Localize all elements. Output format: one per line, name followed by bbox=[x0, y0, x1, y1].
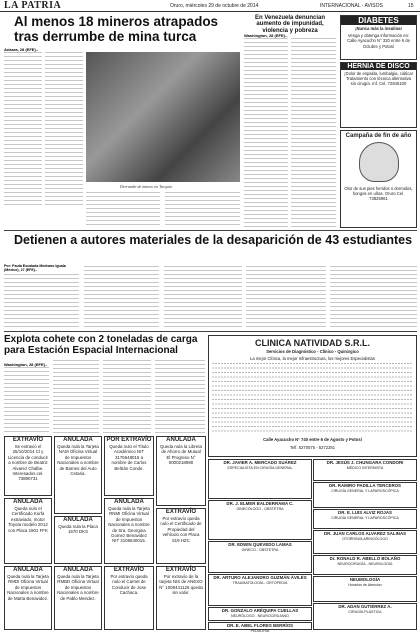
section-name: INTERNACIONAL - AVISOS bbox=[320, 3, 383, 9]
diabetes-ad bbox=[340, 15, 417, 60]
doctor-specialty: OTORRINOLARINGÓLOGO bbox=[342, 537, 388, 541]
doctor-card bbox=[313, 603, 417, 630]
clinic-phones: Telf. 5270575 - 5272281 bbox=[289, 444, 336, 450]
campaign-title: Campaña de fin de año bbox=[345, 133, 412, 139]
classified-title: EXTRAVÍO bbox=[165, 567, 197, 573]
classified-body: Se extravió el 25/10/2014 Cl y Licencia de conducir a nombre de Beatriz Alvarez Chalbe. Interesados cel. 73890731 bbox=[7, 444, 49, 482]
doctor-specialty: CIRUGÍA PLÁSTICA bbox=[348, 610, 382, 614]
classified-body: Por extravío queda nulo el Carnet de Conducir de Jose Cachaca. bbox=[110, 574, 148, 596]
classified-body: Queda nula la Libreta de Ahorro de Mutual El Progreso N° 0000218980 bbox=[160, 444, 202, 466]
campaign-body: Olor de sus pies heridos o dormidos, hongos en uñas. Oruro Cel. 73825961 bbox=[344, 186, 413, 202]
doctor-card bbox=[208, 607, 312, 621]
story3-col2 bbox=[84, 266, 159, 328]
classified-ad bbox=[4, 498, 52, 564]
doctor-name: DR. ARTURO ALEJANDRO GUZMÁN ÁVILÉS bbox=[213, 575, 307, 580]
classified-ad bbox=[104, 498, 154, 564]
story4-col2 bbox=[53, 360, 99, 433]
classified-title: ANULADA bbox=[63, 437, 93, 443]
doctor-specialty: CIRUGÍA GENERAL Y LAPAROSCÓPICA bbox=[331, 516, 399, 520]
doctor-name: DR. RAMIRO PADILLA TERCEROS bbox=[329, 483, 401, 488]
story1-photo bbox=[86, 52, 240, 182]
classified-title: ANULADA bbox=[13, 499, 43, 505]
classified-title: EXTRAVÍO bbox=[113, 567, 145, 573]
doctor-specialty: NEUROCIRUGÍA - NEUROLOGÍA bbox=[337, 562, 393, 566]
doctor-card bbox=[313, 576, 417, 602]
story3-col4 bbox=[246, 266, 326, 328]
diabetes-body: Venga y obtenga información en: Calle Ayacucho N° 320 entre 6 de Octubre y Potosí bbox=[347, 33, 410, 49]
diabetes-subtitle: ¡Nunca más la insulina! bbox=[355, 26, 402, 31]
classified-title: ANULADA bbox=[114, 499, 144, 505]
story3-headline: Detienen a autores materiales de la desaparición de 43 estudiantes bbox=[14, 233, 413, 247]
doctor-card bbox=[208, 622, 312, 633]
classified-body: Por extravío queda nulo el Certificado de Propiedad del vehículo con Placa 619 HZC bbox=[160, 516, 202, 543]
classified-ad bbox=[54, 516, 102, 564]
story4-col4 bbox=[155, 360, 205, 433]
doctor-name: DR. J. ELMER BALDERRAMA C. bbox=[226, 501, 294, 506]
story4-col1 bbox=[4, 367, 49, 433]
hernia-ad bbox=[340, 62, 417, 128]
classified-body: Queda nulo el Certificado Kurfa extraviado, motor Toyota modelo 2012 con Placa 1901 FFK bbox=[8, 506, 48, 533]
clinic-address: Calle Ayacucho N° 740 entre 6 de Agosto y Potosí bbox=[263, 437, 362, 443]
classified-body: Queda nula la Tarjeta RMBD Oficina Virtual de Impuestos Nacionales a nombre de Pablo Mendez. bbox=[57, 574, 99, 601]
classified-ad bbox=[156, 508, 206, 564]
classified-body: Por extravío de la tarjeta NIS de ANEXO N° 1008441126 queda sin valor. bbox=[159, 574, 203, 596]
masthead bbox=[0, 0, 420, 12]
doctor-card bbox=[313, 482, 417, 508]
classified-ad bbox=[104, 436, 154, 496]
doctor-specialty: GINECÓLOGO - OBSTETRA bbox=[236, 507, 284, 511]
issue-date: Oruro, miércoles 29 de octubre de 2014 bbox=[170, 3, 259, 9]
doctor-name: DR. JESÚS J. CHUNGARA CONDORI bbox=[326, 460, 404, 465]
doctor-name: DR. JUAN CARLOS ALVAREZ SALINAS bbox=[323, 531, 407, 536]
doctor-specialty: PEDIATRÍA bbox=[250, 629, 270, 633]
campaign-ad bbox=[340, 130, 417, 228]
story1-col2 bbox=[45, 52, 83, 206]
classified-ad bbox=[156, 566, 206, 630]
clinic-title: CLINICA NATIVIDAD S.R.L. bbox=[255, 338, 370, 348]
doctor-specialty: Horarios de Atención bbox=[348, 583, 382, 587]
story1-col1 bbox=[4, 52, 42, 206]
classified-title: ANULADA bbox=[63, 517, 93, 523]
hernia-body: ¡Dolor de espalda, lumbalgia, ciática! Tratamiento con técnica alternativa sin cirugía. Inf. Cel. 72845100 bbox=[344, 71, 413, 87]
story3-col1 bbox=[4, 274, 79, 328]
hernia-title: HERNIA DE DISCO bbox=[341, 63, 416, 70]
classified-title: EXTRAVÍO bbox=[12, 437, 44, 443]
doctor-specialty: TRAUMATOLOGÍA - ORTOPEDIA bbox=[232, 581, 288, 585]
classified-body: Queda nulo el Título Académico NIT 3176648015 a nombre de Carlos Beltrán Conde. bbox=[109, 444, 149, 471]
divider bbox=[4, 230, 417, 231]
classified-body: Queda nula la Tarjeta RNMI Oficina Virtual de Impuestos Nacionales a nombre de Sra. Georgina Gomez Benavidez NIT 3106640015. bbox=[108, 506, 150, 544]
classified-title: ANULADA bbox=[63, 567, 93, 573]
clinic-subtitle: Servicios de Diagnóstico - Clínico - Quirúrgico bbox=[266, 349, 359, 354]
classified-ad bbox=[4, 566, 52, 630]
clinic-tagline: La mejor Clínica, la mejor Infraestructura, los mejores Especialistas bbox=[250, 356, 375, 362]
doctor-card bbox=[313, 459, 417, 481]
classified-ad bbox=[54, 566, 102, 630]
classified-title: ANULADA bbox=[166, 437, 196, 443]
classified-ad bbox=[104, 566, 154, 630]
classified-body: Queda nula la Placa 1570 DKS bbox=[58, 524, 98, 535]
doctor-name: DR. GONZALO ARÉQUIPA CUELLAS bbox=[221, 608, 299, 613]
doctor-name: DR. E. LUIS ALVIZ ROJAS bbox=[338, 510, 392, 515]
doctor-name: Dr. RONALD R. ABELLO BOLAÑO bbox=[329, 556, 401, 561]
divider bbox=[4, 331, 417, 332]
story3-dateline: Por: Paula Escalada Medrano Iguala (México), 27 (EFE).- bbox=[4, 264, 66, 272]
story1-col3 bbox=[86, 192, 160, 228]
doctor-card bbox=[208, 500, 312, 540]
story4-col3 bbox=[103, 360, 151, 433]
doctor-specialty: MÉDICO INTERNISTA bbox=[346, 466, 384, 470]
doctor-card bbox=[313, 555, 417, 575]
story1-col4 bbox=[165, 192, 240, 228]
story4-headline: Explota cohete con 2 toneladas de carga para Estación Espacial Internacional bbox=[4, 334, 198, 356]
foot-icon bbox=[359, 142, 399, 182]
doctor-name: NEUMOLOGÍA bbox=[349, 577, 381, 582]
classified-title: POR EXTRAVÍO bbox=[106, 437, 152, 443]
classified-body: Queda nula la Tarjeta NAM Oficina Virtual de Impuestos Nacionales a nombre de Barnes del Auto Cetaria. bbox=[57, 444, 99, 477]
story3-col3 bbox=[164, 266, 242, 328]
doctor-specialty: NEURÓLOGO - NEUROCIRUJANO bbox=[231, 614, 289, 618]
doctor-card bbox=[313, 530, 417, 554]
page-number: 15 bbox=[408, 3, 414, 9]
doctor-card bbox=[208, 574, 312, 606]
story3-col5 bbox=[330, 266, 417, 328]
story4-dateline: Washington, 28 (EFE).- bbox=[4, 362, 48, 367]
doctor-name: DR. ADAN GUTIÉRREZ A. bbox=[338, 604, 392, 609]
doctor-card bbox=[313, 509, 417, 529]
doctor-specialty: CIRUGÍA GENERAL Y LAPAROSCÓPICA bbox=[331, 489, 399, 493]
story2-dateline: Washington, 28 (EFE).- bbox=[244, 33, 288, 38]
doctor-specialty: GINECO - OBSTETRA bbox=[241, 548, 279, 552]
clinic-services-list bbox=[212, 363, 413, 435]
doctor-name: DR. JAVIER A. MERCADO SUÁREZ bbox=[223, 460, 297, 465]
doctor-card bbox=[208, 541, 312, 573]
story2-col2 bbox=[291, 38, 336, 228]
classified-ad bbox=[4, 436, 52, 496]
story1-headline: Al menos 18 mineros atrapados tras derrumbe de mina turca bbox=[14, 14, 219, 44]
doctor-specialty: ESPECIALISTA EN CIRUGÍA GENERAL bbox=[227, 466, 293, 470]
classified-title: EXTRAVÍO bbox=[165, 509, 197, 515]
story1-caption: Derrumbe de minero en Turquía bbox=[120, 184, 172, 189]
story2-col1 bbox=[244, 38, 288, 228]
classified-title: ANULADA bbox=[13, 567, 43, 573]
doctor-name: DR. E. ABEL FLORES BERRÍOS bbox=[226, 623, 294, 628]
diabetes-title: DIABETES bbox=[341, 16, 416, 25]
doctor-name: DR. EDWIN QUEVEDO LAMAS bbox=[228, 542, 292, 547]
story2-headline: En Venezuela denuncian aumento de impunidad, violencia y pobreza bbox=[254, 15, 326, 34]
classified-ad bbox=[54, 436, 102, 514]
classified-body: Queda nula la Tarjeta RMDI Oficina Virtual de Impuestos Nacionales a nombre de Marta Benavidez. bbox=[7, 574, 49, 601]
classified-ad bbox=[156, 436, 206, 506]
newspaper-logo: LA PATRIA bbox=[4, 0, 62, 11]
clinic-ad bbox=[208, 335, 417, 457]
doctor-card bbox=[208, 459, 312, 499]
story1-dateline: Ankara, 28 (EFE).- bbox=[4, 47, 39, 52]
